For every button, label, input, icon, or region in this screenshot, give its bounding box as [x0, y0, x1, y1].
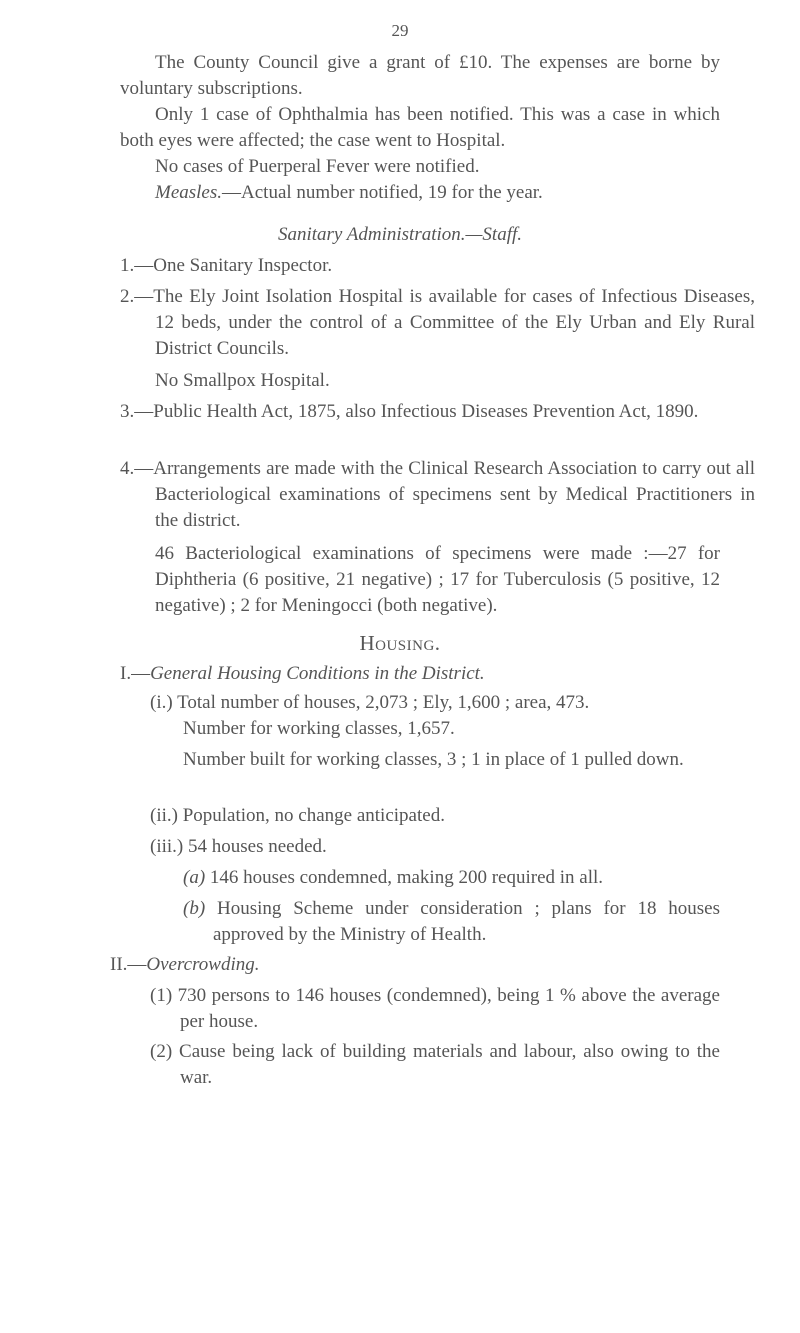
population-item: (ii.) Population, no change anticipated.	[150, 805, 445, 826]
housing-section-1	[120, 661, 485, 687]
section-2-number: II.—	[110, 954, 147, 975]
page-number: 29	[391, 21, 409, 40]
sanitary-item-1: 1.—One Sanitary Inspector.	[120, 255, 333, 276]
working-class-houses: Number for working classes, 1,657.	[183, 718, 455, 739]
condemned-label: (a)	[183, 867, 206, 888]
sanitary-item-3: 3.—Public Health Act, 1875, also Infectious Diseases Prevention Act, 1890.	[120, 401, 699, 422]
housing-section-2	[110, 952, 260, 978]
sanitary-item-4: 4.—Arrangements are made with the Clinical Research Association to carry out all Bacteriological examinations of specimens sent by Medical Practitioners in the district.	[120, 458, 755, 531]
housing-scheme-text: Housing Scheme under consideration ; plans for 18 houses approved by the Ministry of Health.	[213, 898, 720, 945]
grant-paragraph: The County Council give a grant of £10. The expenses are borne by voluntary subscriptions.	[120, 52, 720, 99]
housing-heading: Housing.	[359, 631, 441, 655]
section-1-number: I.—	[120, 663, 151, 684]
condemned-text: 146 houses condemned, making 200 required in all.	[209, 867, 604, 888]
section-2-title: Overcrowding.	[146, 954, 260, 975]
condemned-item	[183, 865, 603, 891]
measles-text: —Actual number notified, 19 for the year.	[222, 182, 543, 203]
measles-paragraph	[155, 180, 543, 206]
smallpox-paragraph: No Smallpox Hospital.	[155, 370, 330, 391]
section-1-title: General Housing Conditions in the District.	[150, 663, 485, 684]
sanitary-item-2: 2.—The Ely Joint Isolation Hospital is available for cases of Infectious Diseases, 12 beds, under the control of a Committee of the Ely Urban and Ely Rural District Councils.	[120, 286, 755, 359]
puerperal-paragraph: No cases of Puerperal Fever were notified.	[155, 156, 480, 177]
houses-needed-item: (iii.) 54 houses needed.	[150, 836, 327, 857]
overcrowding-item-2: (2) Cause being lack of building materials and labour, also owing to the war.	[150, 1041, 720, 1088]
total-houses: (i.) Total number of houses, 2,073 ; Ely, 1,600 ; area, 473.	[150, 692, 590, 713]
housing-scheme-label: (b)	[183, 898, 206, 919]
bacteriological-paragraph: 46 Bacteriological examinations of specimens were made :—27 for Diphtheria (6 positive, 21 negative) ; 17 for Tuberculosis (5 positive, 12 negative) ; 2 for Meningocci (both negative).	[155, 543, 720, 616]
sanitary-heading: Sanitary Administration.—Staff.	[277, 224, 523, 245]
ophthalmia-paragraph: Only 1 case of Ophthalmia has been notified. This was a case in which both eyes were affected; the case went to Hospital.	[120, 104, 720, 151]
measles-label: Measles.	[155, 182, 223, 203]
houses-built: Number built for working classes, 3 ; 1 in place of 1 pulled down.	[183, 749, 684, 770]
housing-scheme-item	[183, 896, 720, 948]
overcrowding-item-1: (1) 730 persons to 146 houses (condemned), being 1 % above the average per house.	[150, 985, 720, 1032]
